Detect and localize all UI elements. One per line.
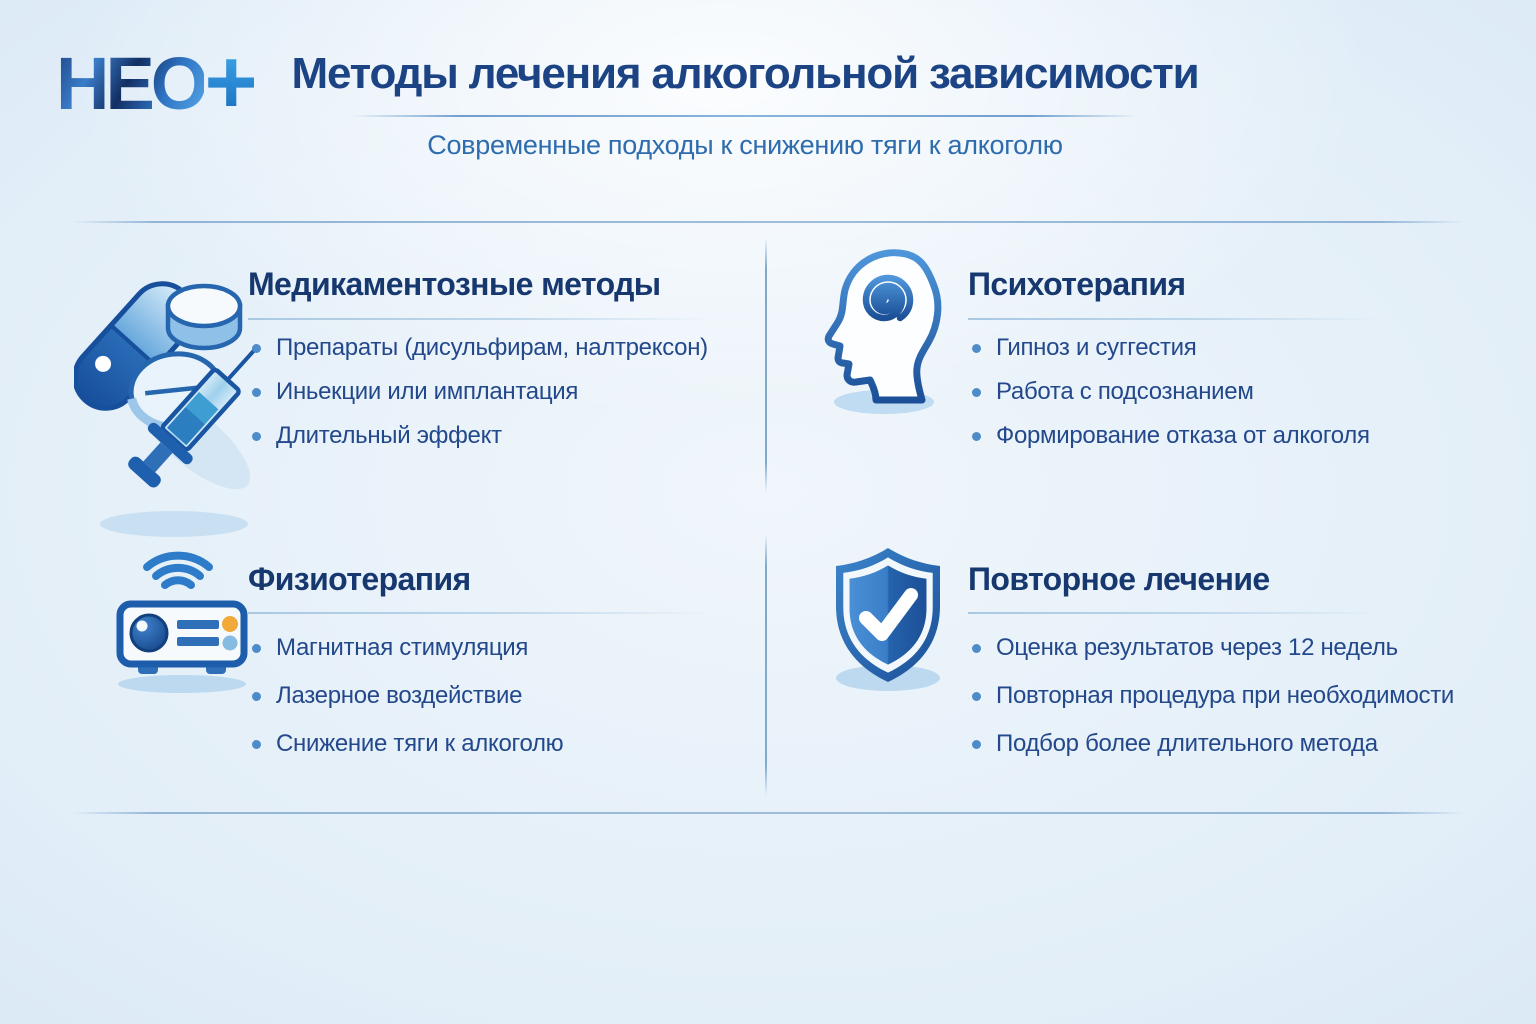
brand-logo-text: HEO [56, 42, 205, 125]
page-title: Методы лечения алкогольной зависимости [291, 49, 1199, 98]
brand-logo-plus-icon: + [204, 31, 255, 133]
list-item: Препараты (дисульфирам, налтрексон) [248, 332, 708, 364]
list-item: Лазерное воздействие [248, 680, 563, 712]
list-item: Повторная процедура при необходимости [968, 680, 1454, 712]
section-title: Медикаментозные методы [248, 266, 661, 302]
shield-check-icon [824, 544, 952, 694]
list-item: Снижение тяги к алкоголю [248, 728, 563, 760]
list-item: Работа с подсознанием [968, 376, 1370, 408]
list-item: Формирование отказа от алкоголя [968, 420, 1370, 452]
section-title: Повторное лечение [968, 561, 1270, 597]
section-title-rule [968, 612, 1380, 614]
list-item: Гипноз и суггестия [968, 332, 1370, 364]
list-item: Оценка результатов через 12 недель [968, 632, 1454, 664]
section-title: Физиотерапия [248, 561, 471, 597]
list-item: Магнитная стимуляция [248, 632, 563, 664]
list-item: Иньекции или имплантация [248, 376, 708, 408]
list-item: Подбор более длительного метода [968, 728, 1454, 760]
section-title: Психотерапия [968, 266, 1186, 302]
bullet-list [968, 632, 1454, 776]
list-item: Длительный эффект [248, 420, 708, 452]
page-subtitle: Современные подходы к снижению тяги к алкоголю [427, 129, 1063, 160]
